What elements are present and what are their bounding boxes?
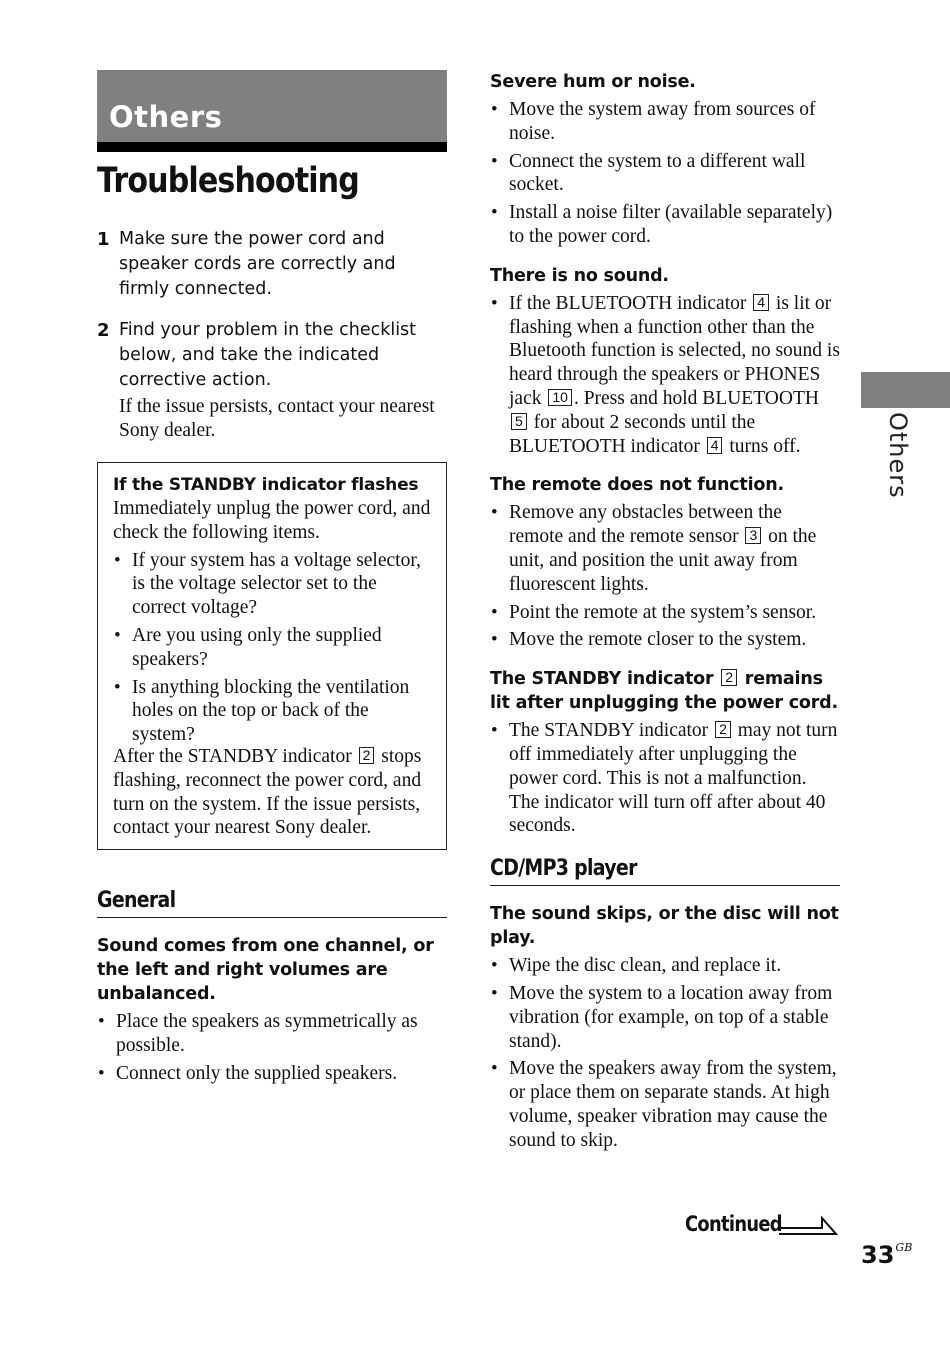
step-body — [119, 318, 447, 442]
key-number: 2 — [715, 721, 731, 738]
list-item: • Move the speakers away from the system, or place them on separate stands. At high volume, speaker vibration may cause the sound to skip. — [491, 1058, 837, 1151]
bullet-icon: • — [491, 202, 498, 224]
bullet-icon: • — [114, 676, 121, 698]
key-number: 3 — [745, 527, 761, 544]
box-outro: After the STANDBY indicator 2 stops flashing, reconnect the power cord, and turn on the system. If the issue persists, contact your nearest Sony dealer. — [113, 745, 422, 839]
key-number: 5 — [511, 413, 527, 430]
issue-standby-lit — [490, 667, 840, 838]
continued-arrow-icon — [778, 1214, 838, 1238]
issue-heading: Severe hum or noise. — [490, 72, 696, 92]
issue-solutions — [490, 501, 840, 652]
key-number: 2 — [721, 669, 737, 686]
key-number: 4 — [707, 437, 723, 454]
issue-solutions — [490, 719, 840, 838]
list-item: • Move the system away from sources of noise. — [491, 99, 816, 144]
list-item: • The STANDBY indicator 2 may not turn off immediately after unplugging the power cord. This is not a malfunction. The indicator will turn off after about 40 seconds. — [491, 720, 838, 837]
issue-solutions — [97, 1010, 447, 1085]
bullet-icon: • — [491, 1058, 498, 1080]
bullet-icon: • — [491, 955, 498, 977]
issue-solutions — [490, 954, 840, 1152]
box-heading: If the STANDBY indicator flashes — [113, 475, 419, 495]
step-2 — [97, 318, 447, 442]
issue-heading: The STANDBY indicator 2 remains lit after unplugging the power cord. — [490, 669, 838, 714]
list-item: • Wipe the disc clean, and replace it. — [491, 955, 782, 977]
issue-unbalanced — [97, 934, 447, 1085]
list-item: • Place the speakers as symmetrically as possible. — [98, 1011, 418, 1056]
list-item: • If the BLUETOOTH indicator 4 is lit or flashing when a function other than the Bluetooth function is selected, no sound is heard through the speakers or PHONES jack 10 . Press and hold BLUETOOTH 5 for about 2 seconds until the BLUETOOTH indicator 4 turns off. — [491, 292, 840, 457]
issue-heading: The sound skips, or the disc will not play. — [490, 904, 839, 949]
bullet-icon: • — [98, 1062, 105, 1084]
box-intro: Immediately unplug the power cord, and check the following items. — [113, 498, 431, 543]
list-item: • Point the remote at the system’s sensor. — [491, 601, 817, 623]
issue-solutions — [490, 98, 840, 249]
side-tab-label: Others — [884, 412, 912, 499]
continued-label: Continued — [685, 1212, 782, 1236]
bullet-icon: • — [491, 150, 498, 172]
bullet-icon: • — [491, 629, 498, 651]
general-heading: General — [97, 888, 447, 918]
cd-player-heading: CD/MP3 player — [490, 856, 840, 886]
list-item: • Is anything blocking the ventilation holes on the top or back of the system? — [114, 676, 410, 746]
issue-remote — [490, 473, 840, 652]
list-item: • Connect only the supplied speakers. — [98, 1062, 398, 1084]
standby-warning-box — [97, 462, 447, 850]
list-item: • If your system has a voltage selector, is the voltage selector set to the correct voltage? — [114, 549, 421, 619]
issue-solutions — [490, 292, 840, 459]
bullet-icon: • — [491, 720, 498, 742]
bullet-icon: • — [491, 601, 498, 623]
page-title: Troubleshooting — [97, 161, 359, 201]
step-number: 2 — [97, 320, 110, 341]
issue-sound-skips — [490, 902, 840, 1152]
issue-heading: There is no sound. — [490, 265, 669, 286]
section-banner — [97, 70, 447, 152]
key-number: 2 — [359, 747, 375, 764]
box-checklist — [113, 549, 431, 747]
right-column — [490, 70, 840, 1168]
bullet-icon: • — [98, 1011, 105, 1033]
page-number: $33^{GB}$ — [861, 1241, 913, 1269]
bullet-icon: • — [491, 99, 498, 120]
key-number: 10 — [548, 389, 572, 406]
section-side-tab — [861, 372, 950, 408]
key-number: 4 — [753, 294, 769, 311]
list-item: • Are you using only the supplied speakers? — [114, 624, 382, 670]
page-region-suffix: GB — [895, 1241, 913, 1254]
step-note: If the issue persists, contact your nearest Sony dealer. — [119, 396, 435, 441]
bullet-icon: • — [491, 292, 498, 314]
bullet-icon: • — [491, 502, 498, 524]
issue-heading: Sound comes from one channel, or the left and right volumes are unbalanced. — [97, 936, 434, 1005]
list-item: • Connect the system to a different wall socket. — [491, 150, 806, 196]
issue-no-sound — [490, 264, 840, 459]
bullet-icon: • — [114, 549, 121, 571]
issue-heading: The remote does not function. — [490, 475, 784, 496]
list-item: • Move the system to a location away from vibration (for example, on top of a stable stand). — [491, 982, 833, 1052]
issue-hum — [490, 70, 840, 249]
bullet-icon: • — [114, 624, 121, 646]
step-text: Make sure the power cord and speaker cords are correctly and firmly connected. — [119, 229, 396, 299]
left-column — [97, 70, 447, 1101]
list-item: • Install a noise filter (available separately) to the power cord. — [491, 202, 833, 247]
bullet-icon: • — [491, 982, 498, 1004]
list-item: • Move the remote closer to the system. — [491, 629, 807, 651]
step-number: 1 — [97, 229, 110, 250]
step-text: Find your problem in the checklist below, and take the indicated corrective action. — [119, 320, 417, 390]
step-1 — [97, 227, 447, 302]
section-banner-title: Others — [109, 100, 223, 134]
list-item: • Remove any obstacles between the remote and the remote sensor 3 on the unit, and position the unit away from fluorescent lights. — [491, 502, 817, 595]
